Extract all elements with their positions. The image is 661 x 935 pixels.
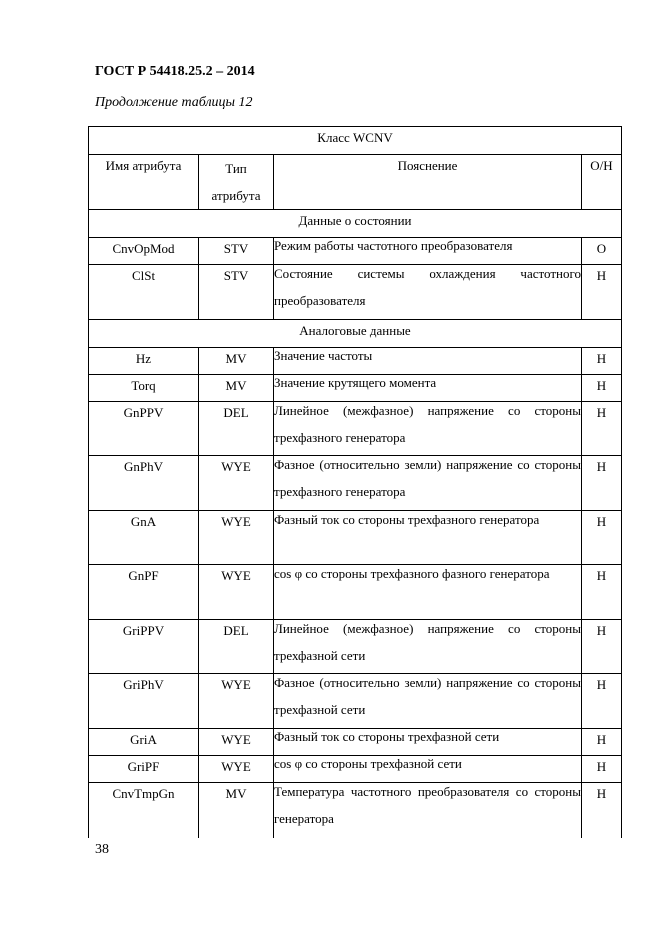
- section-title: Аналоговые данные: [89, 320, 622, 348]
- col-header-desc: Пояснение: [274, 155, 582, 210]
- desc-text: Фазное (относительно земли) напряжение со стороны трехфазного генератора: [274, 457, 581, 499]
- attr-name: GnPhV: [89, 456, 199, 511]
- table-row: [89, 402, 622, 456]
- attr-desc: [274, 402, 582, 456]
- desc-text: Линейное (межфазное) напряжение со стороны трехфазного генератора: [274, 403, 581, 445]
- desc-text: Линейное (межфазное) напряжение со стороны трехфазной сети: [274, 621, 581, 663]
- attr-name: GnA: [89, 511, 199, 565]
- table-row: [89, 348, 622, 375]
- desc-text: Температура частотного преобразователя со стороны генератора: [274, 784, 581, 826]
- col-header-name: Имя атрибута: [89, 155, 199, 210]
- desc-text: cos φ со стороны трехфазного фазного генератора: [274, 566, 550, 581]
- col-header-type-line1: Тип: [225, 161, 247, 176]
- attr-type: STV: [199, 238, 274, 265]
- attr-oh: Н: [582, 375, 622, 402]
- attr-name: CnvOpMod: [89, 238, 199, 265]
- attr-oh: Н: [582, 783, 622, 838]
- attr-oh: Н: [582, 620, 622, 674]
- table-row: [89, 565, 622, 620]
- attr-oh: Н: [582, 729, 622, 756]
- attr-desc: [274, 565, 582, 620]
- table-row: [89, 729, 622, 756]
- attr-name: GnPPV: [89, 402, 199, 456]
- desc-text: Фазный ток со стороны трехфазной сети: [274, 729, 500, 744]
- attr-desc: [274, 348, 582, 375]
- document-title: ГОСТ Р 54418.25.2 – 2014: [95, 64, 255, 79]
- attr-oh: Н: [582, 511, 622, 565]
- attr-name: GriPF: [89, 756, 199, 783]
- attr-type: WYE: [199, 674, 274, 729]
- attr-desc: [274, 674, 582, 729]
- attr-oh: Н: [582, 265, 622, 320]
- attr-type: MV: [199, 783, 274, 838]
- attr-desc: [274, 620, 582, 674]
- section-row-analog: [89, 320, 622, 348]
- attr-name: Torq: [89, 375, 199, 402]
- table-row: [89, 620, 622, 674]
- table-continuation-caption: Продолжение таблицы 12: [95, 95, 253, 110]
- col-header-oh: О/Н: [582, 155, 622, 210]
- attr-type: STV: [199, 265, 274, 320]
- attr-name: CnvTmpGn: [89, 783, 199, 838]
- table-row: [89, 783, 622, 838]
- desc-text: cos φ со стороны трехфазной сети: [274, 756, 462, 771]
- attr-type: WYE: [199, 756, 274, 783]
- attr-oh: Н: [582, 402, 622, 456]
- attr-type: WYE: [199, 729, 274, 756]
- desc-text: Значение частоты: [274, 348, 373, 363]
- attr-oh: О: [582, 238, 622, 265]
- attr-desc: [274, 511, 582, 565]
- attr-name: GnPF: [89, 565, 199, 620]
- desc-text: Состояние системы охлаждения частотного преобразователя: [274, 266, 581, 308]
- attr-oh: Н: [582, 674, 622, 729]
- class-title: Класс WCNV: [89, 127, 622, 155]
- attr-oh: Н: [582, 456, 622, 511]
- attr-oh: Н: [582, 756, 622, 783]
- attr-type: DEL: [199, 402, 274, 456]
- attr-name: GriPhV: [89, 674, 199, 729]
- attr-type: MV: [199, 375, 274, 402]
- class-title-row: [89, 127, 622, 155]
- attr-name: Hz: [89, 348, 199, 375]
- table-row: [89, 511, 622, 565]
- attr-name: ClSt: [89, 265, 199, 320]
- table-row: [89, 456, 622, 511]
- attr-name: GriPPV: [89, 620, 199, 674]
- table-row: [89, 674, 622, 729]
- attr-oh: Н: [582, 348, 622, 375]
- attr-type: WYE: [199, 511, 274, 565]
- table-row: [89, 265, 622, 320]
- desc-text: Значение крутящего момента: [274, 375, 437, 390]
- attr-type: WYE: [199, 565, 274, 620]
- attribute-table: [88, 126, 622, 838]
- attr-desc: [274, 456, 582, 511]
- desc-text: Фазное (относительно земли) напряжение со стороны трехфазной сети: [274, 675, 581, 717]
- col-header-type: [199, 155, 274, 210]
- section-title: Данные о состоянии: [89, 210, 622, 238]
- desc-text: Режим работы частотного преобразователя: [274, 238, 513, 253]
- section-row-status: [89, 210, 622, 238]
- attr-name: GriA: [89, 729, 199, 756]
- attr-desc: [274, 783, 582, 838]
- attr-oh: Н: [582, 565, 622, 620]
- attr-desc: [274, 729, 582, 756]
- attr-type: DEL: [199, 620, 274, 674]
- attr-type: WYE: [199, 456, 274, 511]
- attr-type: MV: [199, 348, 274, 375]
- col-header-type-line2: атрибута: [211, 188, 261, 203]
- desc-text: Фазный ток со стороны трехфазного генератора: [274, 512, 540, 527]
- attr-desc: [274, 265, 582, 320]
- page-number: 38: [95, 842, 109, 857]
- header-row: [89, 155, 622, 210]
